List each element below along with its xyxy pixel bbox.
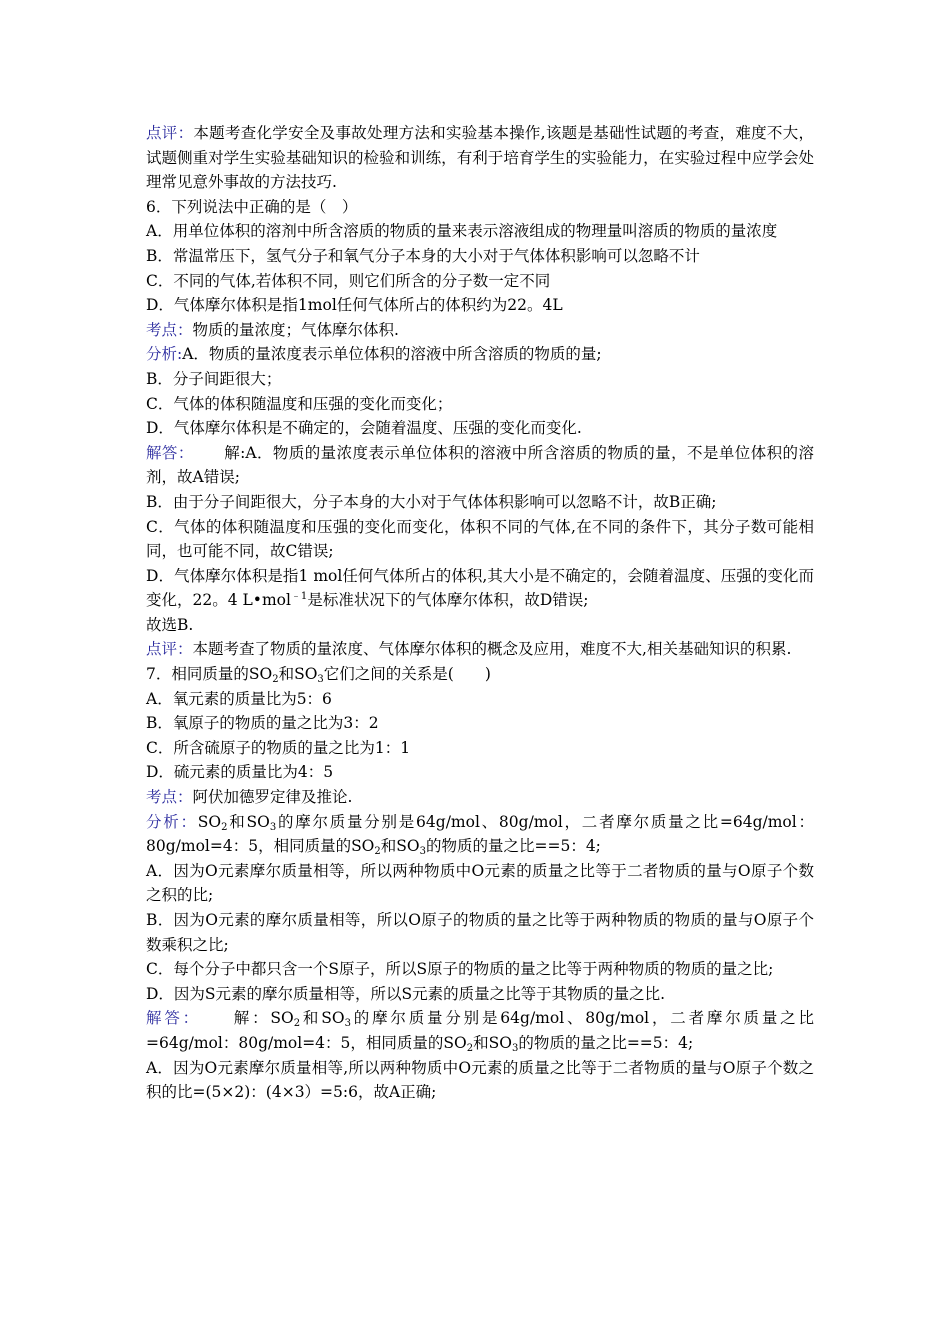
q6-answer: 故选B. — [146, 615, 194, 634]
q6-solution-c: C．气体的体积随温度和压强的变化而变化，体积不同的气体,在不同的条件下，其分子数可能相同，也可能不同，故C错误; — [146, 517, 814, 561]
q6-topic — [146, 318, 814, 343]
label-comment: 点评： — [146, 124, 194, 142]
q7-solution: 解答： 解：$SO_2$和$SO_3$的摩尔质量分别是64g/mol、80g/mol，二者摩尔质量之比=64g/mol：80g/mol=4：5，相同质量的$SO_2$和$SO_3$的物质的量之比==5：4; — [146, 1009, 814, 1054]
q6-stem: 6．下列说法中正确的是（ ） — [146, 197, 358, 216]
q7-analysis-c: C．每个分子中都只含一个S原子，所以S原子的物质的量之比等于两种物质的物质的量之比; — [146, 960, 774, 979]
q7-analysis-b: B．因为O元素的摩尔质量相等，所以O原子的物质的量之比等于两种物质的物质的量与O原子个数乘积之比; — [146, 911, 814, 954]
q6-option-a: A．用单位体积的溶剂中所含溶质的物质的量来表示溶液组成的物理量叫溶质的物质的量浓度 — [146, 222, 778, 241]
label-analysis: 分析： — [146, 812, 198, 831]
q6-option-d: D．气体摩尔体积是指1mol任何气体所占的体积约为22。4L — [146, 296, 563, 315]
q6-analysis-a: A．物质的量浓度表示单位体积的溶液中所含溶质的物质的量; — [182, 345, 602, 364]
q7-topic-text: 阿伏加德罗定律及推论. — [192, 788, 353, 807]
comment-paragraph — [146, 121, 814, 195]
label-solution: 解答： — [146, 1009, 201, 1028]
q6-comment-text: 本题考查了物质的量浓度、气体摩尔体积的概念及应用，难度不大,相关基础知识的积累. — [192, 640, 792, 659]
document-body — [146, 121, 814, 1105]
q6-analysis — [146, 342, 814, 367]
q6-analysis-b: B．分子间距很大； — [146, 369, 282, 388]
q6-solution-d — [146, 564, 814, 613]
q7-option-b: B．氧原子的物质的量之比为3：2 — [146, 714, 379, 733]
q6-solution-d-part1: D．气体摩尔体积是指1 mol任何气体所占的体积,其大小是不确定的，会随着温度、压强的变化而变化，22。4 L•mol — [146, 566, 814, 610]
label-comment: 点评： — [146, 640, 193, 659]
q6-topic-text: 物质的量浓度；气体摩尔体积. — [192, 320, 399, 339]
q7-topic — [146, 785, 814, 810]
label-analysis: 分析: — [146, 345, 183, 364]
q6-analysis-c: C．气体的体积随温度和压强的变化而变化； — [146, 394, 453, 413]
q7-option-c: C．所含硫原子的物质的量之比为1：1 — [146, 738, 411, 757]
q7-stem: 7．相同质量的$SO_2$和$SO_3$它们之间的关系是( ) — [146, 665, 491, 686]
q6-solution-a: 解:A．物质的量浓度表示单位体积的溶液中所含溶质的物质的量，不是单位体积的溶剂，故A错误; — [146, 443, 814, 487]
q7-analysis-d: D．因为S元素的摩尔质量相等，所以S元素的质量之比等于其物质的量之比. — [146, 984, 666, 1003]
label-topic: 考点： — [146, 320, 193, 339]
q7-option-a: A．氧元素的质量比为5：6 — [146, 689, 332, 708]
q6-solution — [146, 441, 814, 490]
q6-solution-d-part2: 是标准状况下的气体摩尔体积，故D错误; — [307, 591, 589, 610]
q7-solution-a: A．因为O元素摩尔质量相等,所以两种物质中O元素的质量之比等于二者物质的量与O原子个数之积的比=(5×2)：(4×3）=5:6，故A正确; — [146, 1058, 814, 1102]
label-topic: 考点： — [146, 788, 193, 807]
superscript: ﹣1 — [290, 591, 308, 603]
q6-option-b: B．常温常压下，氢气分子和氧气分子本身的大小对于气体体积影响可以忽略不计 — [146, 246, 700, 265]
q7-option-d: D．硫元素的质量比为4：5 — [146, 763, 334, 782]
q6-solution-b: B．由于分子间距很大，分子本身的大小对于气体体积影响可以忽略不计，故B正确; — [146, 492, 717, 511]
comment-text: 本题考查化学安全及事故处理方法和实验基本操作,该题是基础性试题的考查，难度不大，试题侧重对学生实验基础知识的检验和训练，有利于培育学生的实验能力，在实验过程中应学会处理常见意外事故的方法技巧. — [146, 124, 814, 192]
q7-analysis: 分析：$SO_2$和$SO_3$的摩尔质量分别是64g/mol、80g/mol，二者摩尔质量之比=64g/mol：80g/mol=4：5，相同质量的$SO_2$和$SO_3$的物质的量之比==5：4; — [146, 812, 814, 858]
q6-comment — [146, 637, 814, 662]
q7-analysis-a: A．因为O元素摩尔质量相等，所以两种物质中O元素的质量之比等于二者物质的量与O原子个数之积的比; — [146, 861, 814, 905]
label-solution: 解答： — [146, 443, 194, 462]
q6-analysis-d: D．气体摩尔体积是不确定的，会随着温度、压强的变化而变化. — [146, 419, 582, 438]
q6-option-c: C．不同的气体,若体积不同，则它们所含的分子数一定不同 — [146, 271, 551, 290]
